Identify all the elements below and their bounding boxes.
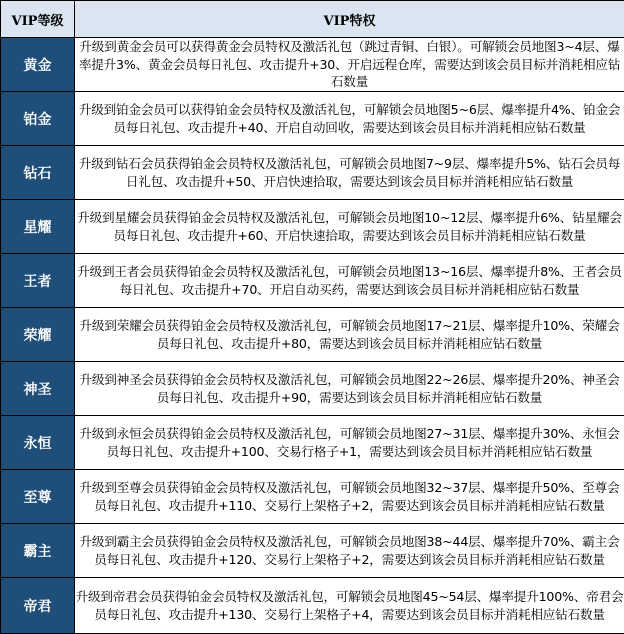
vip-privilege-cell: 升级到黄金会员可以获得黄金会员特权及激活礼包（跳过青铜、白银）。可解锁会员地图3~4层、爆率提升3%、黄金会员每日礼包、攻击提升+30、开启远程仓库，需要达到该会员目标并消耗相应钻石数量	[75, 38, 624, 92]
table-row	[1, 362, 624, 416]
table-row	[1, 92, 624, 146]
vip-level-cell: 王者	[1, 254, 75, 308]
vip-privilege-cell: 升级到至尊会员获得铂金会员特权及激活礼包，可解锁会员地图32~37层、爆率提升50%、至尊会员每日礼包、攻击提升+110、交易行上架格子+2，需要达到该会员目标并消耗相应钻石数量	[75, 470, 624, 524]
table-row	[1, 200, 624, 254]
vip-level-cell: 帝君	[1, 578, 75, 634]
header-vip-privileges: VIP特权	[75, 1, 624, 38]
header-vip-level: VIP等级	[1, 1, 75, 38]
table-row	[1, 524, 624, 578]
vip-privilege-cell: 升级到钻石会员获得铂金会员特权及激活礼包，可解锁会员地图7~9层、爆率提升5%、钻石会员每日礼包、攻击提升+50、开启快速拾取，需要达到该会员目标并消耗相应钻石数量	[75, 146, 624, 200]
vip-privilege-cell: 升级到星耀会员获得铂金会员特权及激活礼包，可解锁会员地图10~12层、爆率提升6%、钻星耀会员每日礼包、攻击提升+60、开启快速拾取，需要达到该会员目标并消耗相应钻石数量	[75, 200, 624, 254]
table-header-row	[1, 1, 624, 38]
vip-privilege-cell: 升级到神圣会员获得铂金会员特权及激活礼包，可解锁会员地图22~26层、爆率提升20%、神圣会员每日礼包、攻击提升+90，需要达到该会员目标并消耗相应钻石数量	[75, 362, 624, 416]
vip-level-cell: 星耀	[1, 200, 75, 254]
vip-privilege-cell: 升级到铂金会员可以获得铂金会员特权及激活礼包，可解锁会员地图5~6层、爆率提升4%、铂金会员每日礼包、攻击提升+40、开启自动回收，需要达到该会员目标并消耗相应钻石数量	[75, 92, 624, 146]
vip-level-cell: 铂金	[1, 92, 75, 146]
table-row	[1, 578, 624, 634]
table-row	[1, 416, 624, 470]
vip-level-cell: 钻石	[1, 146, 75, 200]
table-row	[1, 470, 624, 524]
vip-privilege-cell: 升级到帝君会员获得铂金会员特权及激活礼包，可解锁会员地图45~54层、爆率提升100%、帝君会员每日礼包、攻击提升+130、交易行上架格子+4，需要达到该会员目标并消耗相应钻石数量	[75, 578, 624, 634]
vip-privilege-cell: 升级到永恒会员获得铂金会员特权及激活礼包，可解锁会员地图27~31层、爆率提升30%、永恒会员每日礼包、攻击提升+100、交易行格子+1，需要达到该会员目标并消耗相应钻石数量	[75, 416, 624, 470]
vip-privilege-cell: 升级到霸主会员获得铂金会员特权及激活礼包，可解锁会员地图38~44层、爆率提升70%、霸主会员每日礼包、攻击提升+120、交易行上架格子+2，需要达到该会员目标并消耗相应钻石数量	[75, 524, 624, 578]
vip-level-cell: 荣耀	[1, 308, 75, 362]
table-row	[1, 254, 624, 308]
vip-level-cell: 黄金	[1, 38, 75, 92]
vip-privilege-cell: 升级到荣耀会员获得铂金会员特权及激活礼包，可解锁会员地图17~21层、爆率提升10%、荣耀会员每日礼包、攻击提升+80，需要达到该会员目标并消耗相应钻石数量	[75, 308, 624, 362]
table-row	[1, 308, 624, 362]
table-row	[1, 146, 624, 200]
vip-level-cell: 永恒	[1, 416, 75, 470]
vip-level-cell: 至尊	[1, 470, 75, 524]
vip-privilege-cell: 升级到王者会员获得铂金会员特权及激活礼包，可解锁会员地图13~16层、爆率提升8%、王者会员每日礼包、攻击提升+70、开启自动买药，需要达到该会员目标并消耗相应钻石数量	[75, 254, 624, 308]
vip-level-cell: 神圣	[1, 362, 75, 416]
vip-level-cell: 霸主	[1, 524, 75, 578]
table-row	[1, 38, 624, 92]
